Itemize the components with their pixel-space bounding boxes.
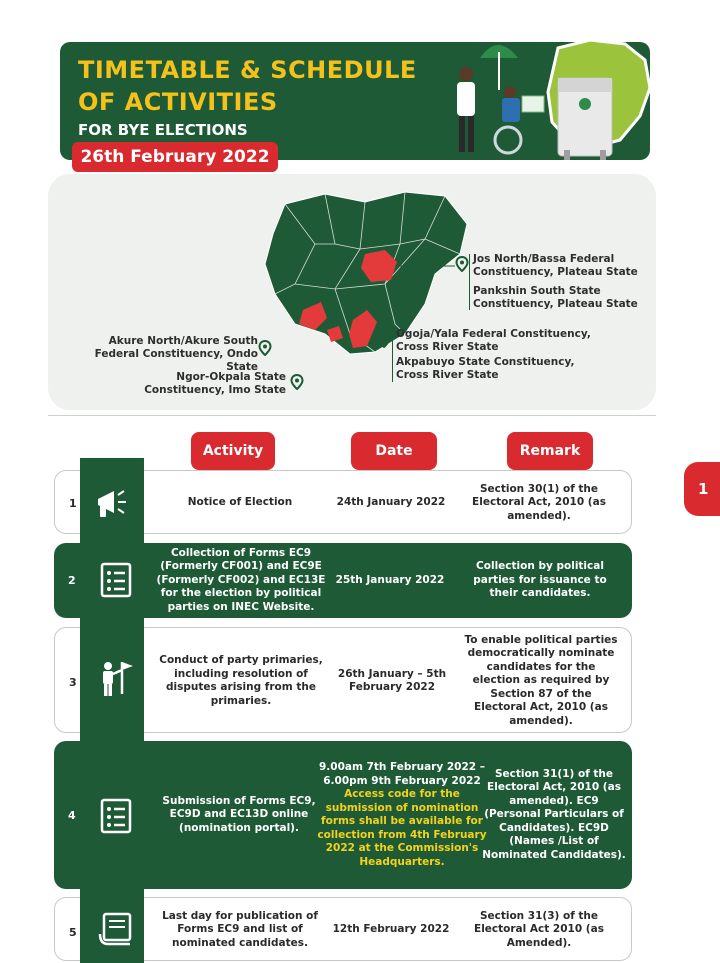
row-remark: Section 31(3) of the Electoral Act 2010 (as Amended).: [474, 909, 604, 949]
row-activity: Submission of Forms EC9, EC9D and EC13D online (nomination portal).: [162, 794, 316, 834]
row-remark: To enable political parties democratically nominate candidates for the election as required by Section 87 of the Electoral Act, 2010 (as amended).: [464, 633, 618, 727]
access-code-note: Access code for the submission of nomination forms shall be available for collection from 4th February 2022 at the Commission's Headquarters.: [317, 788, 487, 868]
row-activity: Collection of Forms EC9 (Formerly CF001) and EC9E (Formerly CF002) and EC13E for the election by political parties on INEC Website.: [156, 546, 326, 613]
row-activity: Notice of Election: [187, 496, 293, 509]
row-activity: Last day for publication of Forms EC9 and list of nominated candidates.: [162, 909, 318, 949]
section-divider: [48, 415, 656, 416]
row-number: 1: [69, 497, 77, 510]
column-header-remark: Remark: [507, 432, 593, 470]
location-label-ngor-okpala: Ngor-Okpala State Constituency, Imo State: [144, 371, 286, 396]
page-subtitle: FOR BYE ELECTIONS: [78, 121, 248, 139]
location-label-akpabuyo: Akpabuyo State Constituency, Cross River State: [396, 356, 575, 381]
location-label-ogoja: Ogoja/Yala Federal Constituency, Cross River State: [396, 328, 591, 353]
label-rule: [469, 254, 470, 310]
row-date: 12th February 2022: [332, 923, 450, 936]
row-remark: Collection by political parties for issuance to their candidates.: [473, 560, 607, 600]
column-header-date: Date: [351, 432, 437, 470]
row-date: 24th January 2022: [336, 496, 446, 509]
person-head-icon: [459, 67, 473, 81]
location-pin-icon: [290, 374, 304, 390]
person-with-flag-icon: [96, 658, 136, 698]
wheelchair-icon: [495, 127, 521, 153]
voters-illustration: [440, 30, 660, 162]
row-date: 25th January 2022: [335, 573, 445, 586]
row-date: 9.00am 7th February 2022 – 6.00pm 9th February 2022: [319, 761, 485, 787]
location-pin-icon: [377, 332, 391, 348]
row-date-group: [316, 741, 488, 889]
location-label-jos-north: Jos North/Bassa Federal Constituency, Plateau State: [473, 253, 638, 278]
row-number: 5: [69, 926, 77, 939]
newspaper-icon: [96, 910, 136, 950]
location-label-akure: Akure North/Akure South Federal Constituency, Ondo State: [94, 335, 258, 373]
form-document-icon: [96, 796, 136, 836]
page-title-line2: OF ACTIVITIES: [78, 88, 278, 116]
location-label-pankshin: Pankshin South State Constituency, Plateau State: [473, 285, 638, 310]
row-remark: Section 30(1) of the Electoral Act, 2010 (as amended).: [472, 482, 606, 522]
nigeria-map: [255, 184, 475, 384]
location-pin-icon: [258, 340, 272, 356]
row-date: 26th January – 5th February 2022: [337, 667, 447, 693]
page-number-tab: 1: [684, 462, 720, 516]
row-number: 4: [68, 809, 76, 822]
row-number: 3: [69, 676, 77, 689]
location-pin-icon: [455, 256, 469, 272]
form-document-icon: [96, 560, 136, 600]
page-title-line1: TIMETABLE & SCHEDULE: [78, 56, 417, 84]
election-date-badge: 26th February 2022: [72, 142, 278, 172]
megaphone-icon: [92, 483, 132, 523]
icon-spine: [80, 458, 144, 963]
label-rule: [392, 328, 393, 382]
row-number: 2: [68, 574, 76, 587]
column-header-activity: Activity: [191, 432, 275, 470]
row-remark: Section 31(1) of the Electoral Act, 2010 (as amended). EC9 (Personal Particulars of Candidates). EC9D (Names /List of Nominated Candidates).: [482, 767, 626, 861]
row-activity: Conduct of party primaries, including resolution of disputes arising from the primaries.: [159, 654, 323, 707]
